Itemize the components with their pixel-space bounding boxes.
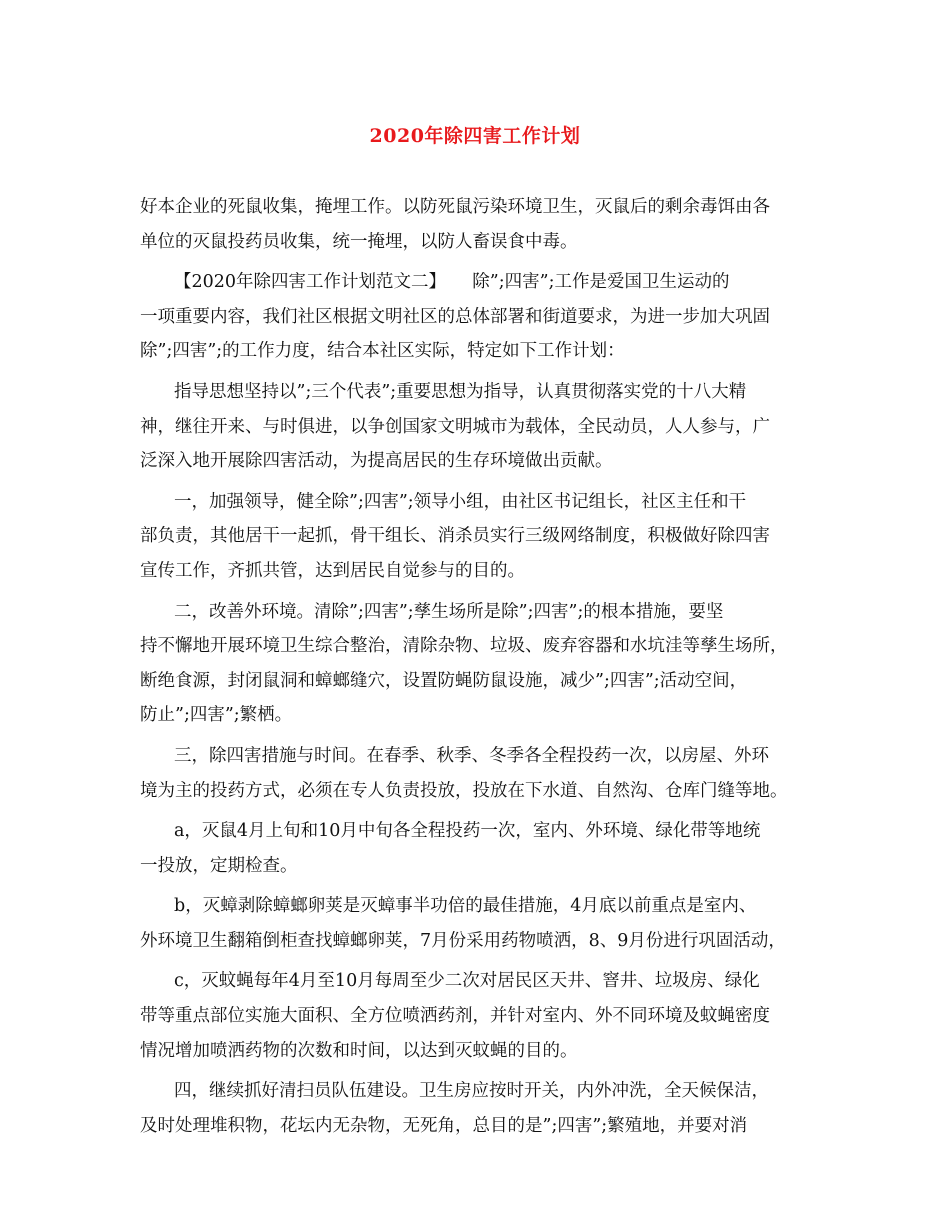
text-line: 宣传工作，齐抓共管，达到居民自觉参与的目的。 (140, 560, 525, 581)
paragraph-1 (140, 190, 830, 259)
paragraph-4 (140, 485, 830, 589)
text-line: 防止”;四害”;繁栖。 (140, 705, 293, 726)
text-line: 外环境卫生翻箱倒柜查找蟑螂卵荚，7月份采用药物喷洒，8、9月份进行巩固活动， (140, 930, 786, 951)
text-line: b，灭蟑剥除蟑螂卵荚是灭蟑事半功倍的最佳措施，4月底以前重点是室内、 (174, 896, 757, 917)
text-line: 带等重点部位实施大面积、全方位喷洒药剂，并针对室内、外不同环境及蚊蝇密度 (140, 1006, 770, 1027)
text-line: 情况增加喷洒药物的次数和时间，以达到灭蚊蝇的目的。 (140, 1040, 578, 1061)
text-line: c，灭蚊蝇每年4月至10月每周至少二次对居民区天井、窨井、垃圾房、绿化 (174, 971, 760, 992)
text-line: 二，改善外环境。清除”;四害”;孳生场所是除”;四害”;的根本措施，要坚 (174, 601, 724, 622)
text-line: 神，继往开来、与时俱进，以争创国家文明城市为载体，全民动员，人人参与，广 (140, 416, 770, 437)
text-line: 一，加强领导，健全除”;四害”;领导小组，由社区书记组长，社区主任和干 (174, 491, 747, 512)
text-line: 三，除四害措施与时间。在春季、秋季、冬季各全程投药一次，以房屋、外环 (174, 745, 769, 766)
text-line: 四，继续抓好清扫员队伍建设。卫生房应按时开关，内外冲洗，全天候保洁， (174, 1081, 769, 1102)
paragraph-8 (140, 889, 830, 958)
text-line: 单位的灭鼠投药员收集，统一掩埋，以防人畜误食中毒。 (140, 231, 578, 252)
paragraph-7 (140, 814, 830, 883)
text-line: 【2020年除四害工作计划范文二】 除”;四害”;工作是爱国卫生运动的 (174, 272, 730, 293)
text-line: 好本企业的死鼠收集，掩埋工作。以防死鼠污染环境卫生，灭鼠后的剩余毒饵由各 (140, 197, 770, 217)
paragraph-2 (140, 265, 830, 369)
paragraph-10 (140, 1074, 830, 1143)
paragraph-5 (140, 595, 830, 733)
text-line: a，灭鼠4月上旬和10月中旬各全程投药一次，室内、外环境、绿化带等地统 (174, 821, 761, 842)
text-line: 指导思想坚持以”;三个代表”;重要思想为指导，认真贯彻落实党的十八大精 (174, 381, 747, 402)
document-body (140, 190, 830, 1149)
text-line: 持不懈地开展环境卫生综合整治，清除杂物、垃圾、废弃容器和水坑洼等孳生场所， (140, 636, 788, 657)
text-line: 断绝食源，封闭鼠洞和蟑螂缝穴，设置防蝇防鼠设施，减少”;四害”;活动空间， (140, 670, 748, 691)
text-line: 一项重要内容，我们社区根据文明社区的总体部署和街道要求，为进一步加大巩固 (140, 306, 770, 327)
paragraph-6 (140, 739, 830, 808)
text-line: 及时处理堆积物，花坛内无杂物，无死角，总目的是”;四害”;繁殖地，并要对消 (140, 1115, 748, 1136)
text-line: 境为主的投药方式，必须在专人负责投放，投放在下水道、自然沟、仓库门缝等地。 (140, 780, 788, 801)
text-line: 除”;四害”;的工作力度，结合本社区实际，特定如下工作计划： (140, 341, 625, 362)
paragraph-9 (140, 964, 830, 1068)
document-title: 2020年除四害工作计划 (369, 125, 581, 147)
paragraph-3 (140, 375, 830, 479)
text-line: 一投放，定期检查。 (140, 855, 298, 876)
text-line: 部负责，其他居干一起抓，骨干组长、消杀员实行三级网络制度，积极做好除四害 (140, 526, 770, 547)
text-line: 泛深入地开展除四害活动，为提高居民的生存环境做出贡献。 (140, 451, 613, 472)
